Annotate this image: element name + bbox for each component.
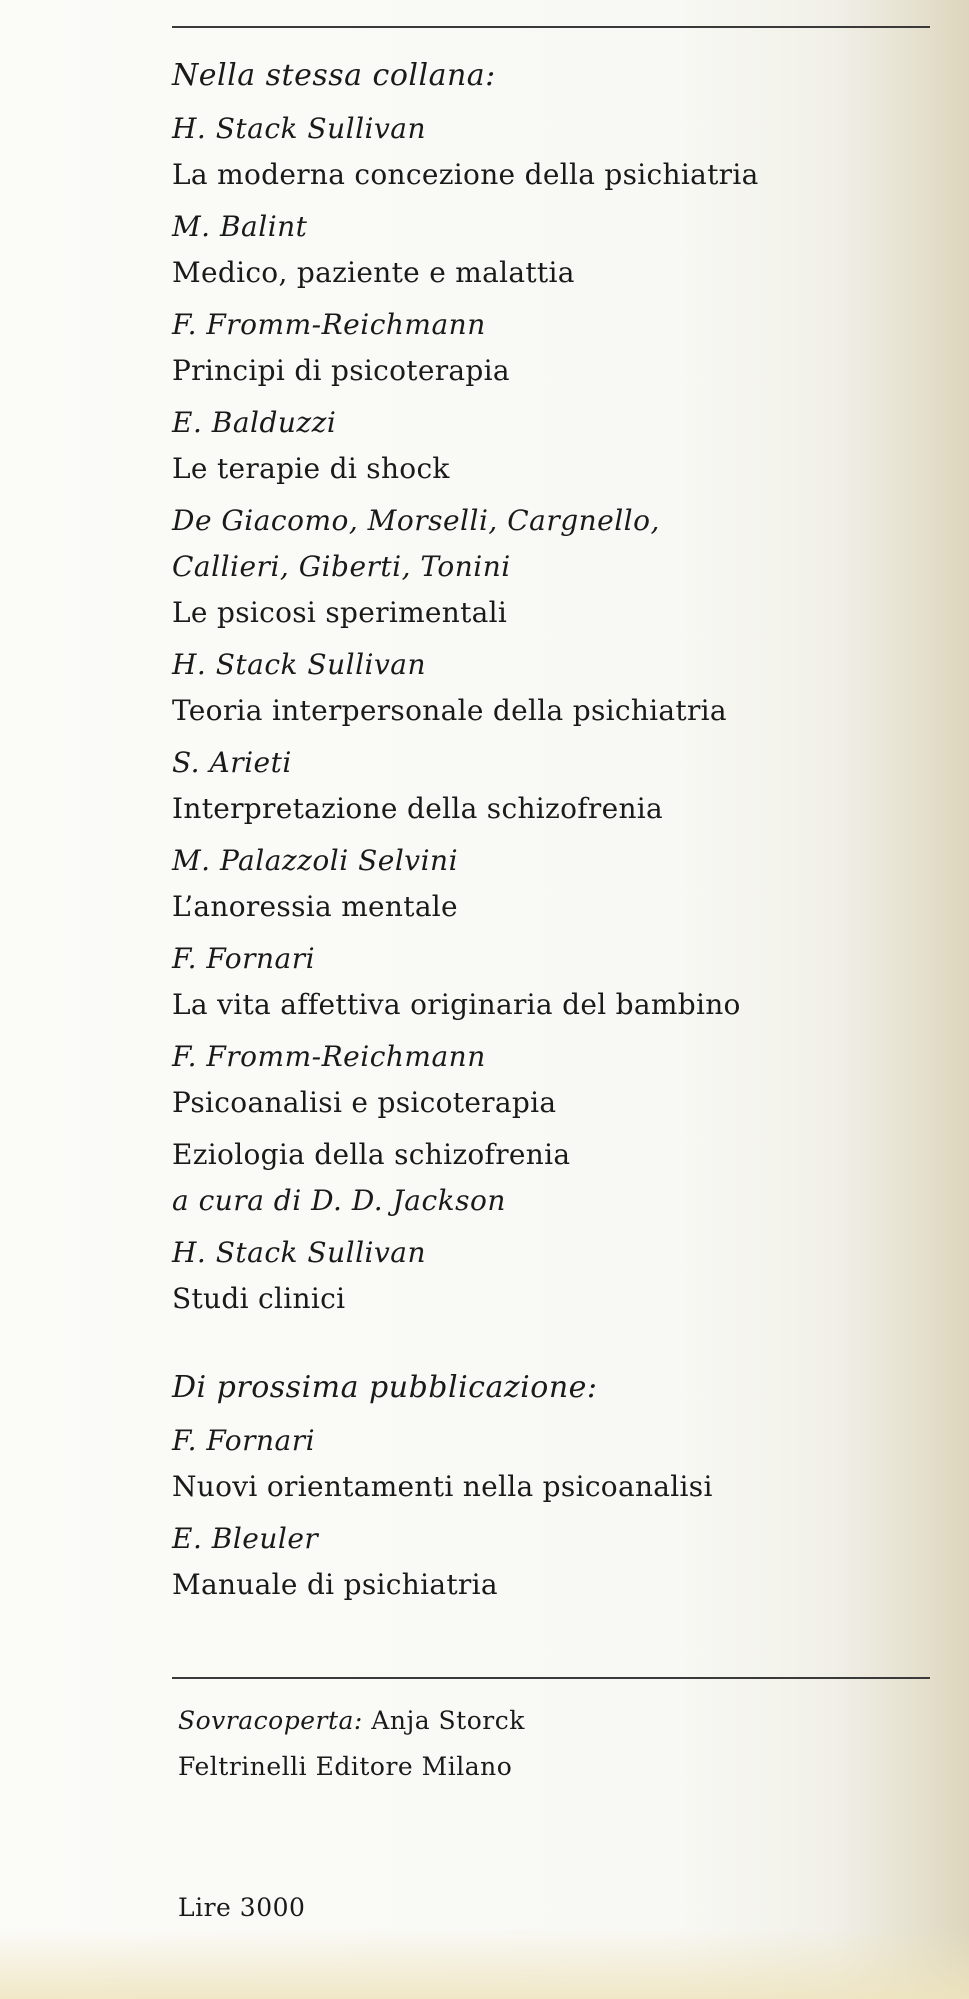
entry-author: E. Bleuler <box>172 1522 319 1555</box>
entry-title: Principi di psicoterapia <box>172 354 510 387</box>
entry-title: La vita affettiva originaria del bambino <box>172 988 741 1021</box>
forthcoming-entry <box>172 1516 932 1608</box>
page-edge-tint <box>0 1929 969 1999</box>
entry-title: Le terapie di shock <box>172 452 450 485</box>
catalog-entry <box>172 1034 932 1126</box>
cover-artist: Anja Storck <box>371 1706 525 1735</box>
entry-author: F. Fornari <box>172 942 316 975</box>
entry-title: L’anoressia mentale <box>172 890 458 923</box>
top-rule <box>172 26 930 28</box>
entry-title: Medico, paziente e malattia <box>172 256 575 289</box>
entry-title: Eziologia della schizofrenia <box>172 1138 571 1171</box>
series-heading: Nella stessa collana: <box>172 58 496 93</box>
entry-author: H. Stack Sullivan <box>172 1236 427 1269</box>
section-gap <box>172 1328 932 1364</box>
entry-title: Studi clinici <box>172 1282 346 1315</box>
entry-title: La moderna concezione della psichiatria <box>172 158 759 191</box>
entry-author: S. Arieti <box>172 746 292 779</box>
cover-credit-label: Sovracoperta: <box>178 1706 363 1735</box>
catalog-entry <box>172 204 932 296</box>
catalog-entry <box>172 1132 932 1224</box>
catalog-entry <box>172 642 932 734</box>
catalog-entry <box>172 1230 932 1322</box>
entry-title: Interpretazione della schizofrenia <box>172 792 664 825</box>
entry-title: Manuale di psichiatria <box>172 1568 498 1601</box>
entry-author: De Giacomo, Morselli, Cargnello, <box>172 504 660 537</box>
entry-title: Teoria interpersonale della psichiatria <box>172 694 727 727</box>
colophon <box>178 1700 918 1788</box>
catalog-entry <box>172 936 932 1028</box>
series-catalog <box>172 52 932 1614</box>
entry-author-continued: Callieri, Giberti, Tonini <box>172 550 511 583</box>
entry-author: F. Fromm-Reichmann <box>172 308 486 341</box>
footer-rule <box>172 1677 930 1679</box>
catalog-entry <box>172 302 932 394</box>
forthcoming-entry <box>172 1418 932 1510</box>
catalog-entry <box>172 106 932 198</box>
forthcoming-heading: Di prossima pubblicazione: <box>172 1370 598 1405</box>
entry-title: Nuovi orientamenti nella psicoanalisi <box>172 1470 713 1503</box>
entry-author: M. Balint <box>172 210 308 243</box>
entry-author: E. Balduzzi <box>172 406 337 439</box>
entry-author: H. Stack Sullivan <box>172 112 427 145</box>
catalog-entry <box>172 498 932 636</box>
catalog-entry <box>172 838 932 930</box>
price-label: Lire 3000 <box>178 1893 306 1922</box>
catalog-entry <box>172 740 932 832</box>
entry-title: Le psicosi sperimentali <box>172 596 508 629</box>
entry-author: F. Fromm-Reichmann <box>172 1040 486 1073</box>
entry-author: F. Fornari <box>172 1424 316 1457</box>
entry-author: M. Palazzoli Selvini <box>172 844 459 877</box>
catalog-entry <box>172 400 932 492</box>
entry-author: H. Stack Sullivan <box>172 648 427 681</box>
entry-editor: a cura di D. D. Jackson <box>172 1184 506 1217</box>
entry-title: Psicoanalisi e psicoterapia <box>172 1086 557 1119</box>
publisher-line: Feltrinelli Editore Milano <box>178 1752 513 1781</box>
cover-credit <box>178 1700 918 1742</box>
